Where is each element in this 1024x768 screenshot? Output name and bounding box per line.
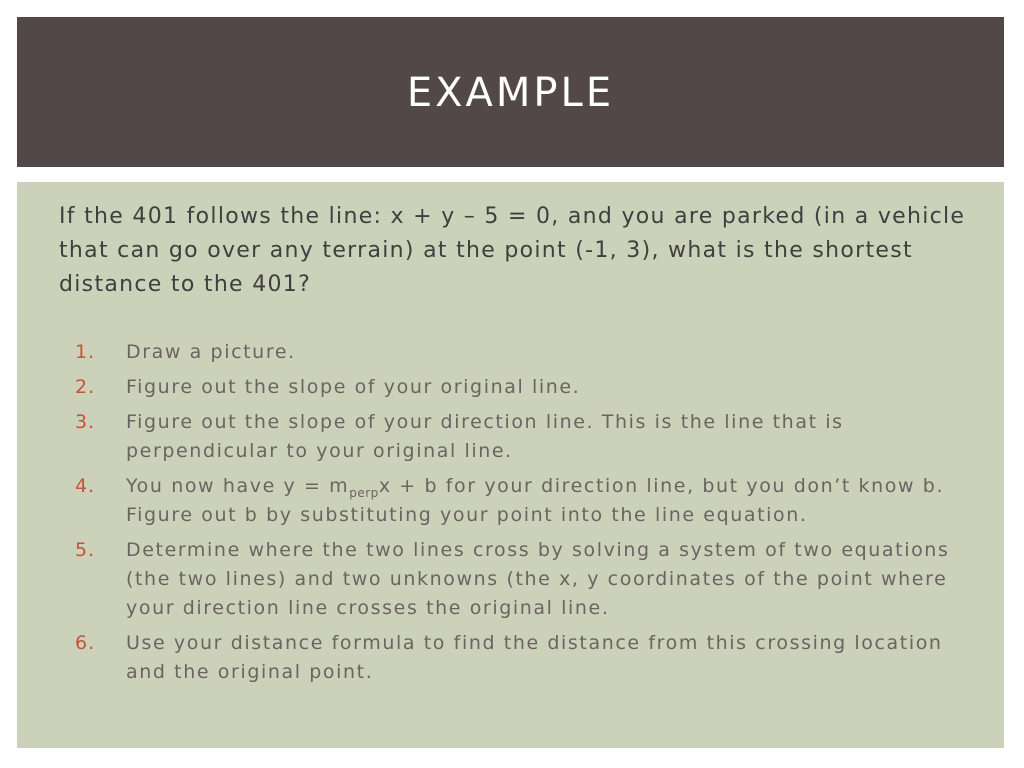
list-item (59, 536, 989, 623)
list-item (59, 472, 989, 530)
step-text: Figure out the slope of your direction line. This is the line that is perpendicular to your original line. (126, 411, 844, 462)
step-text: Figure out the slope of your original line. (126, 376, 581, 398)
step-text: Use your distance formula to find the distance from this crossing location and the original point. (126, 632, 943, 683)
title-bar (17, 17, 1004, 167)
list-item (59, 338, 989, 367)
step-number: 3. (75, 411, 96, 433)
step-number: 1. (75, 341, 96, 363)
step-number: 4. (75, 475, 96, 497)
question-text: If the 401 follows the line: x + y – 5 = 0, and you are parked (in a vehicle that can go over any terrain) at the point (-1, 3), what is the shortest distance to the 401? (59, 204, 966, 297)
perp-subscript: perp (349, 485, 379, 500)
content-panel (17, 182, 1004, 748)
list-item (59, 408, 989, 466)
step-text-part: x + b for your direction line, but you don’t know b. Figure out b by substituting your point into the line equation. (126, 475, 945, 526)
step-number: 6. (75, 632, 96, 654)
list-item (59, 373, 989, 402)
slide-title: EXAMPLE (406, 70, 615, 116)
list-item (59, 629, 989, 687)
step-number: 5. (75, 539, 96, 561)
step-text (126, 472, 989, 530)
step-text: Determine where the two lines cross by solving a system of two equations (the two lines) and two unknowns (the x, y coordinates of the point where your direction line crosses the original line. (126, 539, 950, 619)
step-number: 2. (75, 376, 96, 398)
steps-list (59, 338, 989, 693)
step-text-part: You now have y = m (126, 475, 350, 497)
step-text: Draw a picture. (126, 341, 296, 363)
